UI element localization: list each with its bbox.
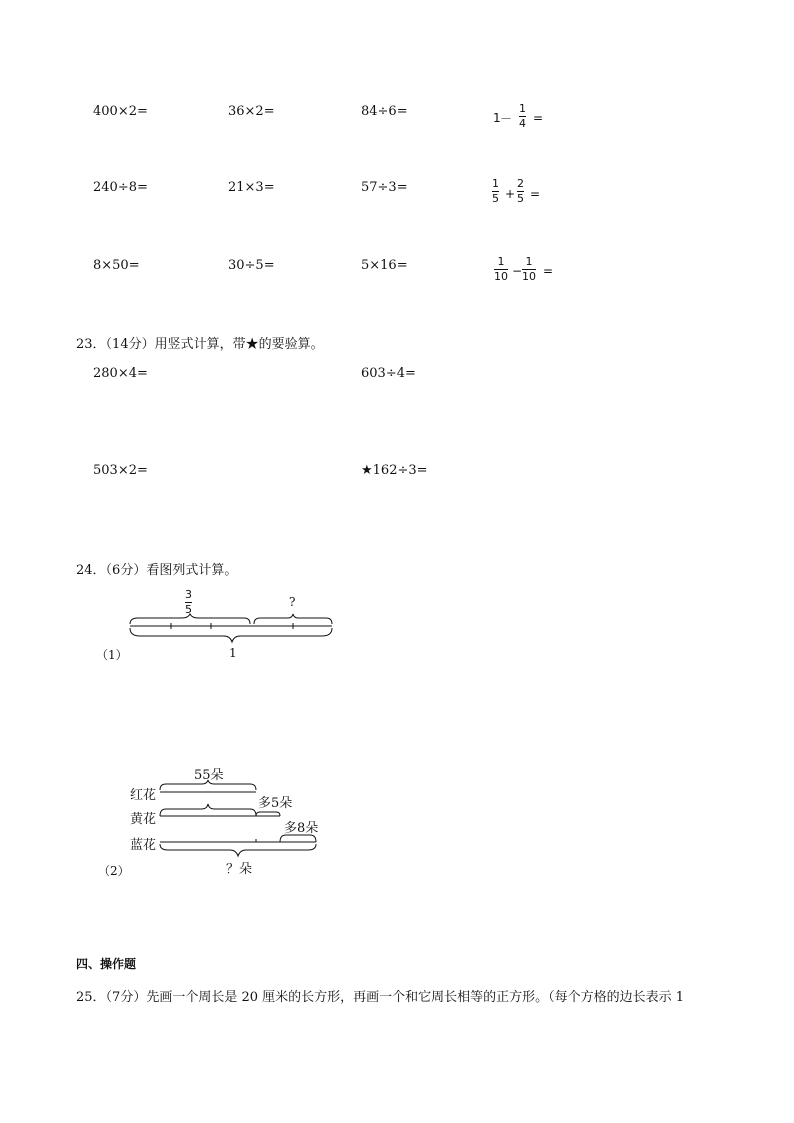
f1-eq: = [533,111,544,125]
d2-yellow-extra [256,812,280,816]
f2-op: + [505,187,516,201]
f2-eq: = [530,187,541,201]
q25-title: 25．（7分）先画一个周长是 20 厘米的长方形，再画一个和它周长相等的正方形。（每个方格的边长表示 1 [76,990,685,1005]
f2-fraction-1 [492,178,499,205]
d1-bottom-brace [130,628,332,642]
f3-eq: = [543,264,554,278]
d1-label: （1） [96,648,128,662]
f2-num2: 2 [517,177,524,190]
d2-total: ？朵 [226,862,253,877]
calc-r2c2: 21×3= [228,180,275,195]
d2-red-label: 红花 [130,788,157,803]
f2-den2: 5 [517,192,524,205]
calc-r3c1: 8×50= [93,258,140,273]
d2-yellow-label: 黄花 [130,812,157,827]
calc-r1c1: 400×2= [93,104,148,119]
d2-blue-label: 蓝花 [130,838,157,853]
d1-total: 1 [229,646,237,660]
calc-r3c2: 30÷5= [228,258,275,273]
f3-op: − [512,264,523,278]
d2-more5: 多5朵 [258,796,293,811]
d2-more8: 多8朵 [284,821,319,836]
d1-fraction [185,589,192,616]
d1-frac-num: 3 [185,588,192,601]
calc-r1c3: 84÷6= [361,104,408,119]
q24-title: 24．（6分）看图列式计算。 [76,563,238,578]
f3-num2: 1 [525,255,533,268]
d2-blue-bottom-brace [160,844,316,856]
f3-fraction-2 [522,256,536,283]
calc-r1c2: 36×2= [228,104,275,119]
f1-op: － [500,112,513,126]
d2-red-brace [160,780,256,790]
f2-den1: 5 [492,192,499,205]
d2-bar-diagram [150,778,350,858]
q23-title: 23．（14分）用竖式计算，带★的要验算。 [76,337,324,352]
q23-item-2: 603÷4= [361,366,416,381]
d1-top-brace-left [130,614,250,624]
d1-frac-den: 5 [185,603,192,616]
f1-den: 4 [519,117,526,130]
f1-fraction [519,103,526,130]
calc-r2c3: 57÷3= [361,180,408,195]
f2-fraction-2 [517,178,524,205]
q23-item-4: ★162÷3= [361,463,428,478]
calc-r3c3: 5×16= [361,258,408,273]
q23-item-1: 280×4= [93,366,148,381]
d2-yellow-left [160,804,256,816]
f1-lead: 1 [493,111,501,125]
calc-r2c1: 240÷8= [93,180,148,195]
d1-top-brace-right [254,614,332,624]
d2-red-count: 55朵 [194,768,224,783]
f3-num1: 1 [497,255,505,268]
d2-label: （2） [98,864,130,878]
f3-fraction-1 [494,256,508,283]
f2-num1: 1 [492,177,499,190]
q23-item-3: 503×2= [93,463,148,478]
d2-blue-extra [280,835,316,842]
f3-den2: 10 [522,270,536,283]
d1-question: ? [289,595,296,609]
f3-den1: 10 [494,270,508,283]
section4-title: 四、操作题 [76,957,137,971]
f1-num: 1 [519,102,526,115]
